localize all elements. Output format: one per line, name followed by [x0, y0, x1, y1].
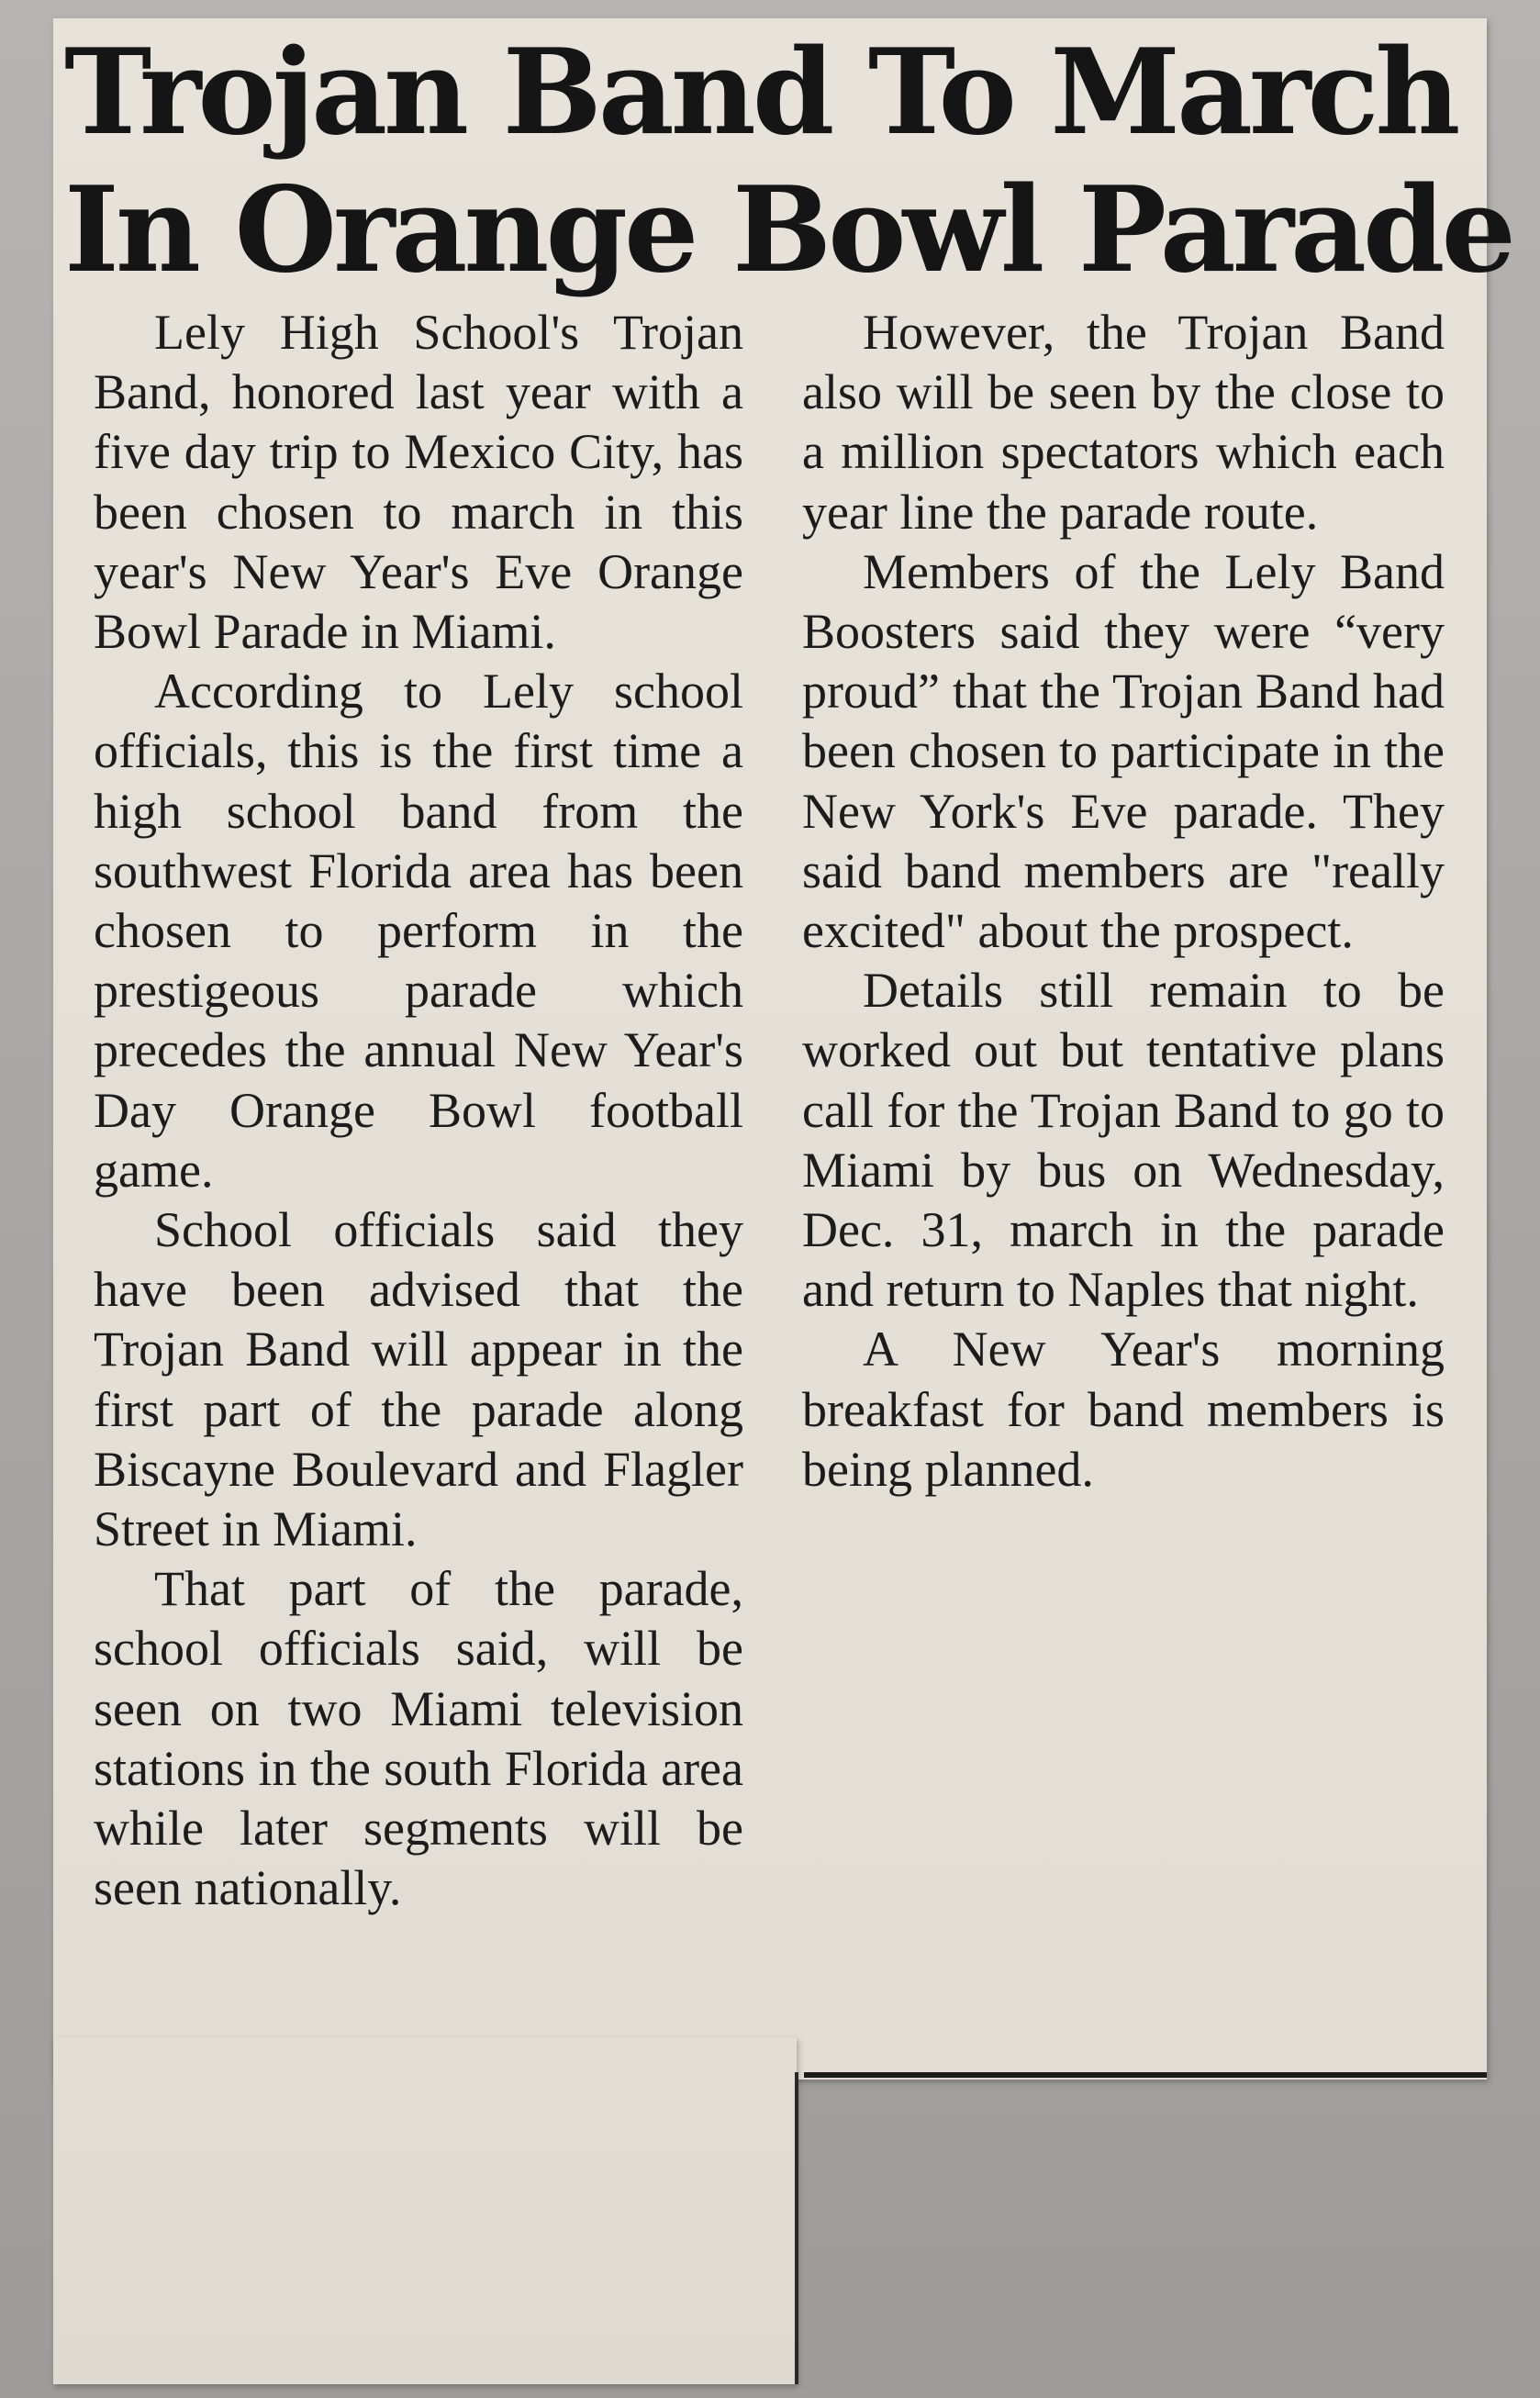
- paragraph: Details still remain to be worked out but tentative plans call for the Trojan Band to go to Miami by bus on Wednesday, Dec. 31, march in the parade and return to Naples that night.: [802, 963, 1445, 1318]
- paragraph: However, the Trojan Band also will be seen by the close to a million spectators which each year line the parade route.: [802, 305, 1445, 540]
- newspaper-clipping-tail: [53, 2037, 797, 2384]
- paragraph: According to Lely school officials, this is the first time a high school band from the southwest Florida area has been chosen to perform in the prestigeous parade which precedes the annual New Year's Day Orange Bowl football game.: [94, 664, 743, 1198]
- paragraph: School officials said they have been advised that the Trojan Band will appear in the first part of the parade along Biscayne Boulevard and Flagler Street in Miami.: [94, 1202, 743, 1557]
- headline-line-1: Trojan Band To March: [64, 24, 1457, 162]
- article-column-right: [802, 303, 1445, 1500]
- paragraph: A New Year's morning breakfast for band members is being planned.: [802, 1322, 1445, 1497]
- paragraph: That part of the parade, school officials said, will be seen on two Miami television stations in the south Florida area while later segments will be seen nationally.: [94, 1561, 743, 1916]
- article-column-left: [94, 303, 743, 1918]
- clipping-cut-edge: [795, 2072, 798, 2384]
- article-headline: [64, 24, 1512, 299]
- paragraph: Members of the Lely Band Boosters said they were “very proud” that the Trojan Band had been chosen to participate in the New York's Eve parade. They said band members are "really excited" about the prospect.: [802, 543, 1445, 959]
- headline-line-2: In Orange Bowl Parade: [64, 162, 1512, 299]
- clipping-bottom-rule: [804, 2072, 1487, 2078]
- paragraph: Lely High School's Trojan Band, honored last year with a five day trip to Mexico City, has been chosen to march in this year's New Year's Eve Orange Bowl Parade in Miami.: [94, 305, 743, 660]
